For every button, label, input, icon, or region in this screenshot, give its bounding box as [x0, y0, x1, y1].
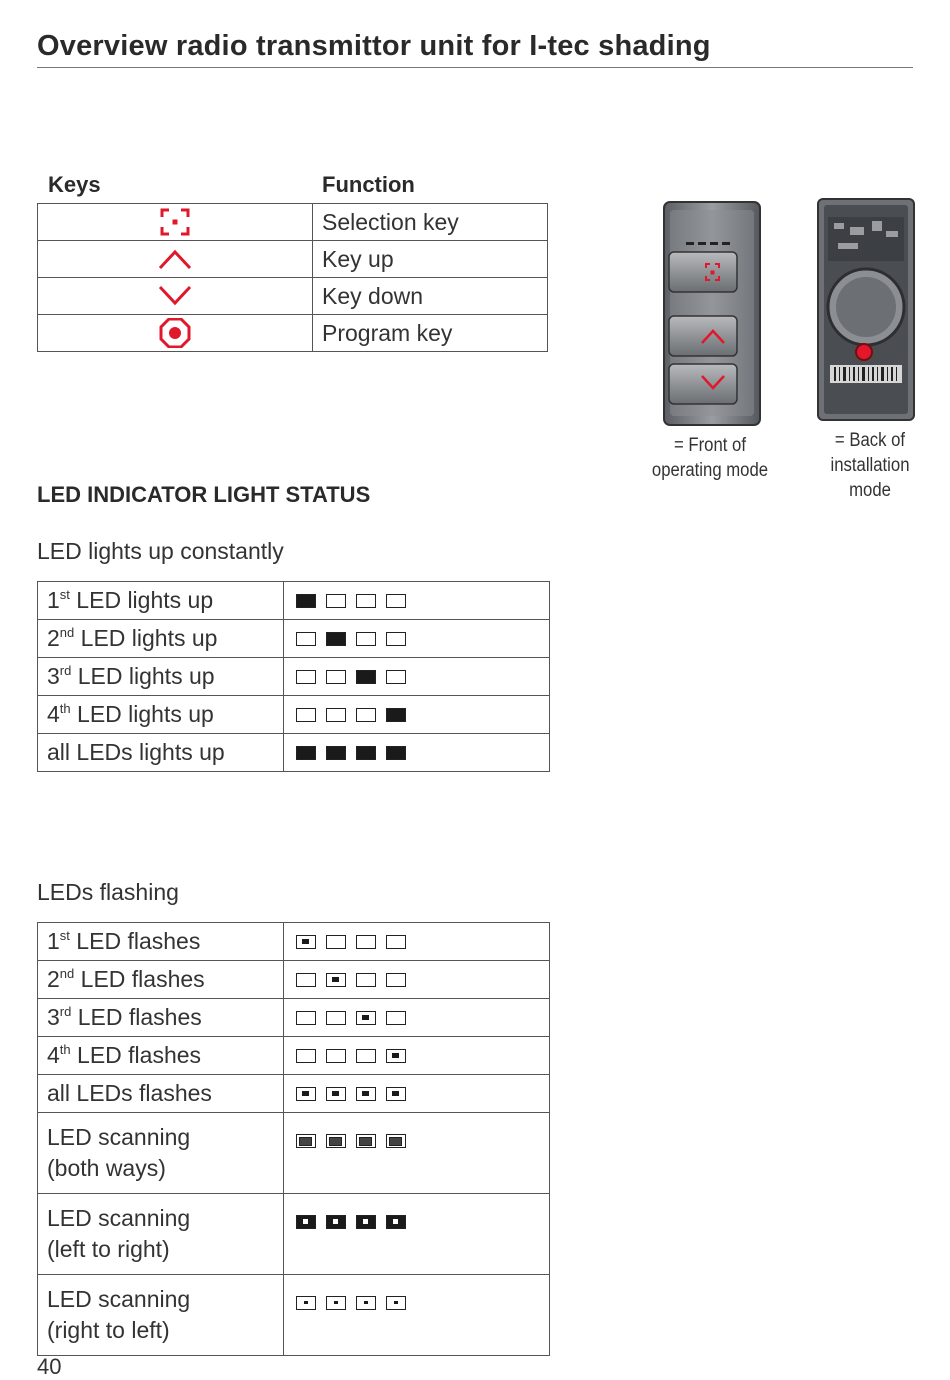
led-status-label: 2nd LED lights up [38, 620, 284, 658]
program-key-icon [158, 318, 192, 348]
led-off-icon [356, 973, 376, 987]
back-caption: = Back of installation mode [830, 430, 910, 501]
key-down-icon [158, 281, 192, 311]
transmitter-back-image [816, 197, 916, 422]
led-status-label: LED scanning (right to left) [38, 1275, 284, 1356]
page-title: Overview radio transmittor unit for I-tec shading [37, 30, 913, 68]
key-function-label: Selection key [313, 204, 548, 241]
led-status-label: 4th LED flashes [38, 1037, 284, 1075]
led-section-heading: LED INDICATOR LIGHT STATUS [37, 482, 371, 507]
led-off-icon [356, 594, 376, 608]
led-off-icon [326, 594, 346, 608]
led-flash-icon [296, 1087, 316, 1101]
table-row [38, 999, 550, 1037]
table-row [38, 1113, 550, 1194]
led-pattern [296, 746, 406, 760]
led-constant-table [37, 581, 550, 772]
led-pattern [296, 973, 406, 987]
table-row [38, 1075, 550, 1113]
led-status-label: 4th LED lights up [38, 696, 284, 734]
led-off-icon [296, 973, 316, 987]
table-row [38, 315, 548, 352]
led-status-label: 3rd LED flashes [38, 999, 284, 1037]
led-off-icon [386, 594, 406, 608]
led-pattern [296, 935, 406, 949]
led-flash-icon [326, 1087, 346, 1101]
led-scan-rtl-icon [326, 1296, 346, 1310]
led-on-icon [296, 746, 316, 760]
table-row [38, 696, 550, 734]
led-off-icon [386, 935, 406, 949]
front-caption: = Front of operating mode [651, 435, 769, 481]
constant-heading: LED lights up constantly [37, 538, 284, 564]
led-scan-both-icon [356, 1134, 376, 1148]
table-row [38, 1037, 550, 1075]
led-off-icon [356, 708, 376, 722]
table-row [38, 241, 548, 278]
led-scan-both-icon [326, 1134, 346, 1148]
led-scan-rtl-icon [296, 1296, 316, 1310]
led-scan-both-icon [386, 1134, 406, 1148]
led-scan-ltr-icon [326, 1215, 346, 1229]
led-off-icon [386, 1011, 406, 1025]
led-pattern [296, 594, 406, 608]
led-pattern [296, 1134, 406, 1148]
led-pattern [296, 1087, 406, 1101]
led-status-label: 2nd LED flashes [38, 961, 284, 999]
table-row [38, 734, 550, 772]
table-row [38, 620, 550, 658]
led-on-icon [326, 746, 346, 760]
led-off-icon [296, 670, 316, 684]
led-off-icon [326, 935, 346, 949]
led-pattern [296, 708, 406, 722]
led-flash-icon [356, 1011, 376, 1025]
led-off-icon [326, 1049, 346, 1063]
function-column-header: Function [322, 172, 415, 197]
led-status-label: 1st LED flashes [38, 923, 284, 961]
led-status-label: 3rd LED lights up [38, 658, 284, 696]
keys-table [37, 203, 548, 352]
table-row [38, 1275, 550, 1356]
key-function-label: Program key [313, 315, 548, 352]
led-off-icon [386, 670, 406, 684]
led-pattern [296, 632, 406, 646]
led-off-icon [356, 935, 376, 949]
led-off-icon [326, 670, 346, 684]
key-function-label: Key up [313, 241, 548, 278]
table-row [38, 658, 550, 696]
led-off-icon [296, 1049, 316, 1063]
led-status-label: LED scanning (both ways) [38, 1113, 284, 1194]
led-off-icon [296, 632, 316, 646]
table-row [38, 961, 550, 999]
led-on-icon [296, 594, 316, 608]
led-off-icon [326, 708, 346, 722]
led-scan-ltr-icon [386, 1215, 406, 1229]
led-off-icon [356, 1049, 376, 1063]
led-flash-icon [386, 1049, 406, 1063]
led-scan-rtl-icon [356, 1296, 376, 1310]
led-flashing-table [37, 922, 550, 1356]
led-on-icon [326, 632, 346, 646]
key-function-label: Key down [313, 278, 548, 315]
led-off-icon [386, 973, 406, 987]
led-on-icon [386, 746, 406, 760]
table-row [38, 1194, 550, 1275]
page-number: 40 [37, 1354, 62, 1379]
flashing-heading: LEDs flashing [37, 879, 179, 905]
led-pattern [296, 1215, 406, 1229]
led-off-icon [356, 632, 376, 646]
led-flash-icon [296, 935, 316, 949]
led-off-icon [296, 708, 316, 722]
led-pattern [296, 670, 406, 684]
led-flash-icon [356, 1087, 376, 1101]
transmitter-front-image [662, 200, 762, 427]
led-off-icon [386, 632, 406, 646]
led-on-icon [356, 670, 376, 684]
led-status-label: 1st LED lights up [38, 582, 284, 620]
led-off-icon [296, 1011, 316, 1025]
led-status-label: all LEDs flashes [38, 1075, 284, 1113]
led-pattern [296, 1296, 406, 1310]
keys-column-header: Keys [48, 172, 101, 197]
table-row [38, 278, 548, 315]
table-row [38, 582, 550, 620]
table-row [38, 923, 550, 961]
led-flash-icon [326, 973, 346, 987]
led-off-icon [326, 1011, 346, 1025]
led-pattern [296, 1011, 406, 1025]
led-status-label: all LEDs lights up [38, 734, 284, 772]
led-status-label: LED scanning (left to right) [38, 1194, 284, 1275]
led-scan-both-icon [296, 1134, 316, 1148]
led-scan-ltr-icon [356, 1215, 376, 1229]
led-on-icon [386, 708, 406, 722]
table-row [38, 204, 548, 241]
key-up-icon [158, 244, 192, 274]
led-on-icon [356, 746, 376, 760]
led-scan-ltr-icon [296, 1215, 316, 1229]
led-scan-rtl-icon [386, 1296, 406, 1310]
selection-key-icon [158, 207, 192, 237]
led-pattern [296, 1049, 406, 1063]
led-flash-icon [386, 1087, 406, 1101]
